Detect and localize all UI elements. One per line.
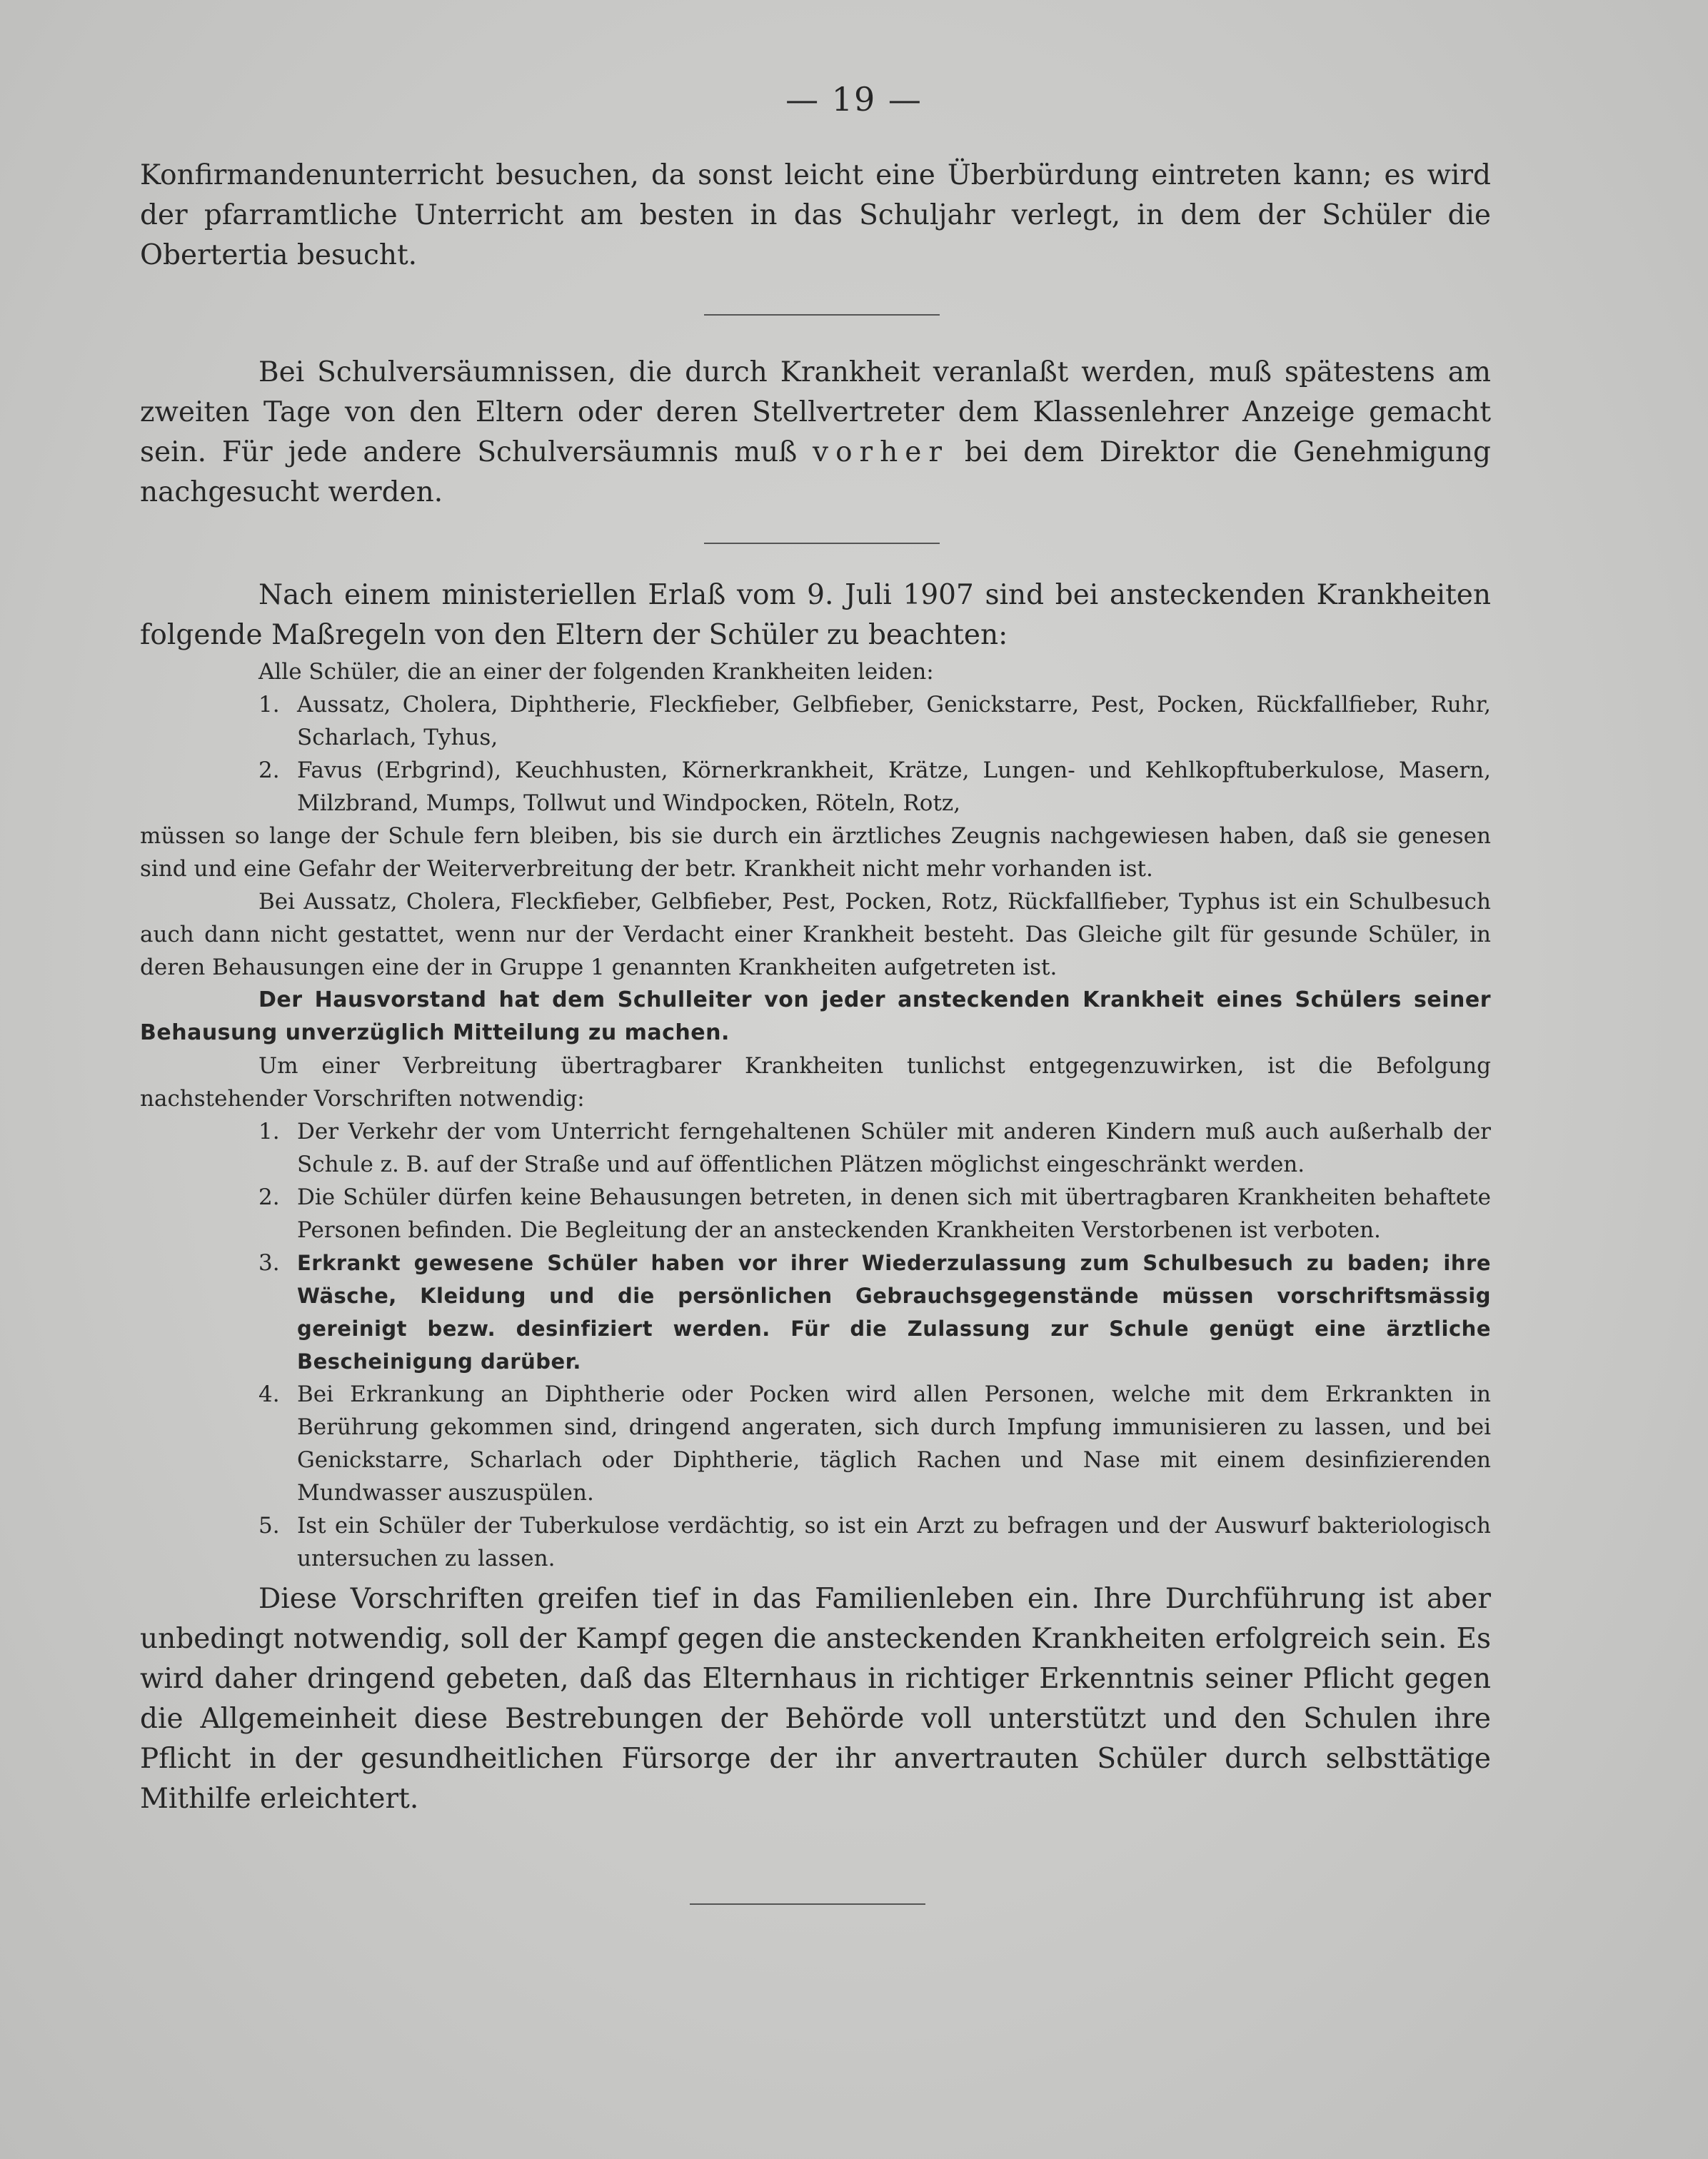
prevention-intro: Um einer Verbreitung übertragbarer Krankheiten tunlichst entgegenzuwirken, ist die Befolgung nachstehender Vorschriften notwendig: [140,1053,1491,1112]
page-content [140,156,1491,1905]
section-divider [704,314,940,316]
page-number: — 19 — [785,80,923,119]
list-item-text: Der Verkehr der vom Unterricht ferngehaltenen Schüler mit anderen Kindern muß auch außerhalb der Schule z. B. auf der Straße und auf öffentlichen Plätzen möglichst eingeschränkt werden. [297,1119,1491,1177]
paragraph-absence-rules [140,353,1491,513]
closing-divider [690,1903,925,1905]
group-one-rule: Bei Aussatz, Cholera, Fleckfieber, Gelbfieber, Pest, Pocken, Rotz, Rückfallfieber, Typhus ist ein Schulbesuch auch dann nicht gestattet, wenn nur der Verdacht einer Krankheit besteht. Das Gleiche gilt für gesunde Schüler, in deren Behausungen eine der in Gruppe 1 genannten Krankheiten aufgetreten ist. [140,889,1491,980]
list-item-text-bold: Erkrankt gewesene Schüler haben vor ihrer Wiederzulassung zum Schulbesuch zu baden; ihre Wäsche, Kleidung und die persönlichen Gebrauchsgegenstände müssen vorschriftsmässig gereinigt bezw. desinfiziert werden. Für die Zulassung zur Schule genügt eine ärztliche Bescheinigung darüber. [297,1251,1491,1374]
list-item-text: Aussatz, Cholera, Diphtherie, Fleckfieber, Gelbfieber, Genickstarre, Pest, Pocken, Rückfallfieber, Ruhr, Scharlach, Tyhus, [297,692,1491,750]
section-divider [704,543,940,544]
list-item [140,1181,1491,1247]
list-item-text: Die Schüler dürfen keine Behausungen betreten, in denen sich mit übertragbaren Krankheiten behaftete Personen befinden. Die Begleitung der an ansteckenden Krankheiten Verstorbenen ist verboten. [297,1184,1491,1243]
list-item [140,1509,1491,1575]
disease-list-intro: Alle Schüler, die an einer der folgenden Krankheiten leiden: [258,659,934,685]
list-item [140,688,1491,754]
list-item [140,1115,1491,1181]
absence-rules-text: Bei Schulversäumnissen, die durch Krankheit veranlaßt werden, muß spätestens am zweiten Tage von den Eltern oder deren Stellvertreter dem Klassenlehrer Anzeige gemacht sein. Für jede andere Schulversäumnis muß [140,356,1491,468]
list-item-number: 2. [258,1184,280,1210]
prevention-list [140,1115,1491,1575]
list-item-text: Favus (Erbgrind), Keuchhusten, Körnerkrankheit, Krätze, Lungen- und Kehlkopftuberkulose, Masern, Milzbrand, Mumps, Tollwut und Windpocken, Röteln, Rotz, [297,758,1491,816]
list-item-text: Bei Erkrankung an Diphtherie oder Pocken wird allen Personen, welche mit dem Erkrankten in Berührung gekommen sind, dringend angeraten, sich durch Impfung immunisieren zu lassen, und bei Genickstarre, Scharlach oder Diphtherie, täglich Rachen und Nase mit einem desinfizierenden Mundwasser auszuspülen. [297,1382,1491,1506]
list-item-number: 5. [258,1513,280,1539]
list-item-number: 1. [258,692,280,718]
list-item [140,754,1491,820]
list-item-number: 1. [258,1119,280,1144]
exclusion-consequence: müssen so lange der Schule fern bleiben, bis sie durch ein ärztliches Zeugnis nachgewiesen haben, daß sie genesen sind und eine Gefahr der Weiterverbreitung der betr. Krankheit nicht mehr vorhanden ist. [140,823,1491,882]
list-item-text: Ist ein Schüler der Tuberkulose verdächtig, so ist ein Arzt zu befragen und der Auswurf bakteriologisch untersuchen zu lassen. [297,1513,1491,1571]
list-item [140,1247,1491,1378]
disease-group-list [140,688,1491,820]
closing-paragraph: Diese Vorschriften greifen tief in das Familienleben ein. Ihre Durchführung ist aber unbedingt notwendig, soll der Kampf gegen die ansteckenden Krankheiten erfolgreich sein. Es wird daher dringend gebeten, daß das Elternhaus in richtiger Erkenntnis seiner Pflicht gegen die Allgemeinheit diese Bestrebungen der Behörde voll unterstützt und den Schulen ihre Pflicht in der gesundheitlichen Fürsorge der ihr anvertrauten Schüler durch selbsttätige Mithilfe erleichtert. [140,1583,1491,1815]
paragraph-decree-intro: Nach einem ministeriellen Erlaß vom 9. Juli 1907 sind bei ansteckenden Krankheiten folgende Maßregeln von den Eltern der Schüler zu beachten: [140,579,1491,651]
list-item [140,1378,1491,1509]
householder-duty: Der Hausvorstand hat dem Schulleiter von jeder ansteckenden Krankheit eines Schülers seiner Behausung unverzüglich Mitteilung zu machen. [140,987,1491,1045]
paragraph-confirmation-class: Konfirmandenunterricht besuchen, da sonst leicht eine Überbürdung eintreten kann; es wird der pfarramtliche Unterricht am besten in das Schuljahr verlegt, in dem der Schüler die Obertertia besucht. [140,159,1491,271]
list-item-number: 3. [258,1250,280,1276]
absence-rules-text-end: bei dem Direktor die Genehmigung nachgesucht werden. [140,436,1492,508]
absence-rules-emphasis: vorher [813,436,950,468]
list-item-number: 4. [258,1382,280,1407]
list-item-number: 2. [258,758,280,783]
